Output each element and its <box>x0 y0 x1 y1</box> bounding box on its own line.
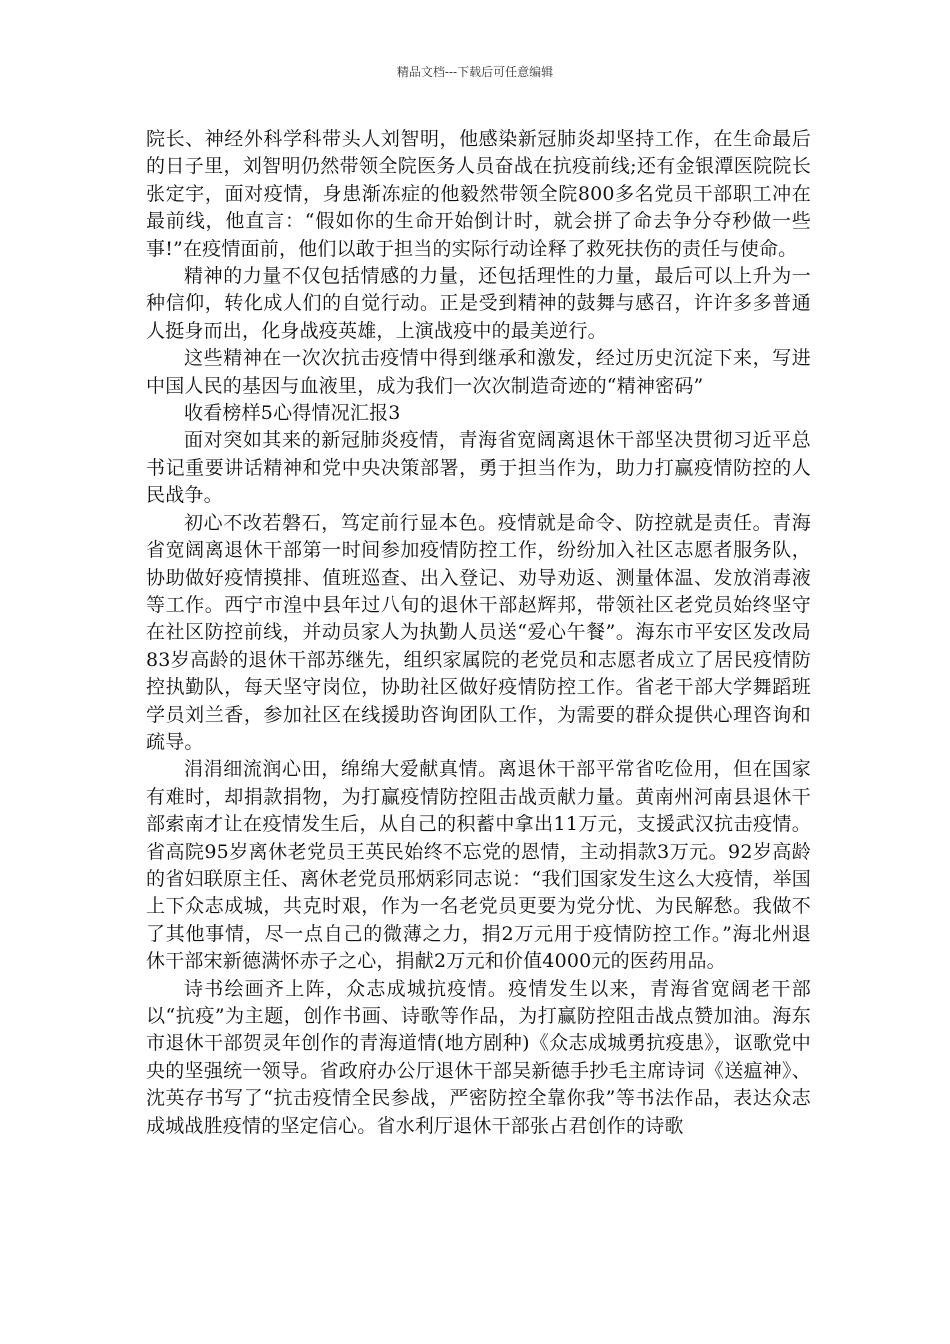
paragraph-2: 精神的力量不仅包括情感的力量，还包括理性的力量，最后可以上升为一种信仰，转化成人们的自觉行动。正是受到精神的鼓舞与感召，许许多多普通人挺身而出，化身战疫英雄，上演战疫中的最美逆行。 <box>146 265 811 342</box>
paragraph-8: 诗书绘画齐上阵，众志成城抗疫情。疫情发生以来，青海省宽阔老干部以“抗疫”为主题，创作书画、诗歌等作品，为打赢防控阻击战点赞加油。海东市退休干部贺灵年创作的青海道情(地方剧种)《众志成城勇抗疫患》，讴歌党中央的坚强统一领导。省政府办公厅退休干部吴新德手抄毛主席诗词《送瘟神》、沈英存书写了“抗击疫情全民参战，严密防控全靠你我”等书法作品，表达众志成城战胜疫情的坚定信心。省水利厅退休干部张占君创作的诗歌 <box>146 977 811 1137</box>
paragraph-6: 初心不改若磐石，笃定前行显本色。疫情就是命令、防控就是责任。青海省宽阔离退休干部第一时间参加疫情防控工作，纷纷加入社区志愿者服务队，协助做好疫情摸排、值班巡查、出入登记、劝导劝返、测量体温、发放消毒液等工作。西宁市湟中县年过八旬的退休干部赵辉邦，带领社区老党员始终坚守在社区防控前线，并动员家人为执勤人员送“爱心午餐”。海东市平安区发改局83岁高龄的退休干部苏继先，组织家属院的老党员和志愿者成立了居民疫情防控执勤队，每天坚守岗位，协助社区做好疫情防控工作。省老干部大学舞蹈班学员刘兰香，参加社区在线援助咨询团队工作，为需要的群众提供心理咨询和疏导。 <box>146 511 811 753</box>
paragraph-3: 这些精神在一次次抗击疫情中得到继承和激发，经过历史沉淀下来，写进中国人民的基因与血液里，成为我们一次次制造奇迹的“精神密码” <box>146 347 811 397</box>
section-heading: 收看榜样5心得情况汇报3 <box>184 402 401 425</box>
paragraph-7: 涓涓细流润心田，绵绵大爱献真情。离退休干部平常省吃俭用，但在国家有难时，却捐款捐物，为打赢疫情防控阻击战贡献力量。黄南州河南县退休干部索南才让在疫情发生后，从自己的积蓄中拿出11万元，支援武汉抗击疫情。省高院95岁离休老党员王英民始终不忘党的恩情，主动捐款3万元。92岁高龄的省妇联原主任、离休老党员邢炳彩同志说：“我们国家发生这么大疫情，举国上下众志成城，共克时艰，作为一名老党员更要为党分忧、为民解愁。我做不了其他事情，尽一点自己的微薄之力，捐2万元用于疫情防控工作。”海北州退休干部宋新德满怀赤子之心，捐献2万元和价值4000元的医药用品。 <box>146 758 811 973</box>
paragraph-5: 面对突如其来的新冠肺炎疫情，青海省宽阔离退休干部坚决贯彻习近平总书记重要讲话精神和党中央决策部署，勇于担当作为，助力打赢疫情防控的人民战争。 <box>146 429 811 507</box>
paragraph-1: 院长、神经外科学科带头人刘智明，他感染新冠肺炎却坚持工作，在生命最后的日子里，刘智明仍然带领全院医务人员奋战在抗疫前线;还有金银潭医院院长张定宇，面对疫情，身患渐冻症的他毅然带领全院800多名党员干部职工冲在最前线，他直言：“假如你的生命开始倒计时，就会拼了命去争分夺秒做一些事!”在疫情面前，他们以敢于担当的实际行动诠释了救死扶伤的责任与使命。 <box>146 128 811 260</box>
document-body <box>146 126 811 1140</box>
page-header: 精品文档---下载后可任意编辑 <box>396 65 554 79</box>
